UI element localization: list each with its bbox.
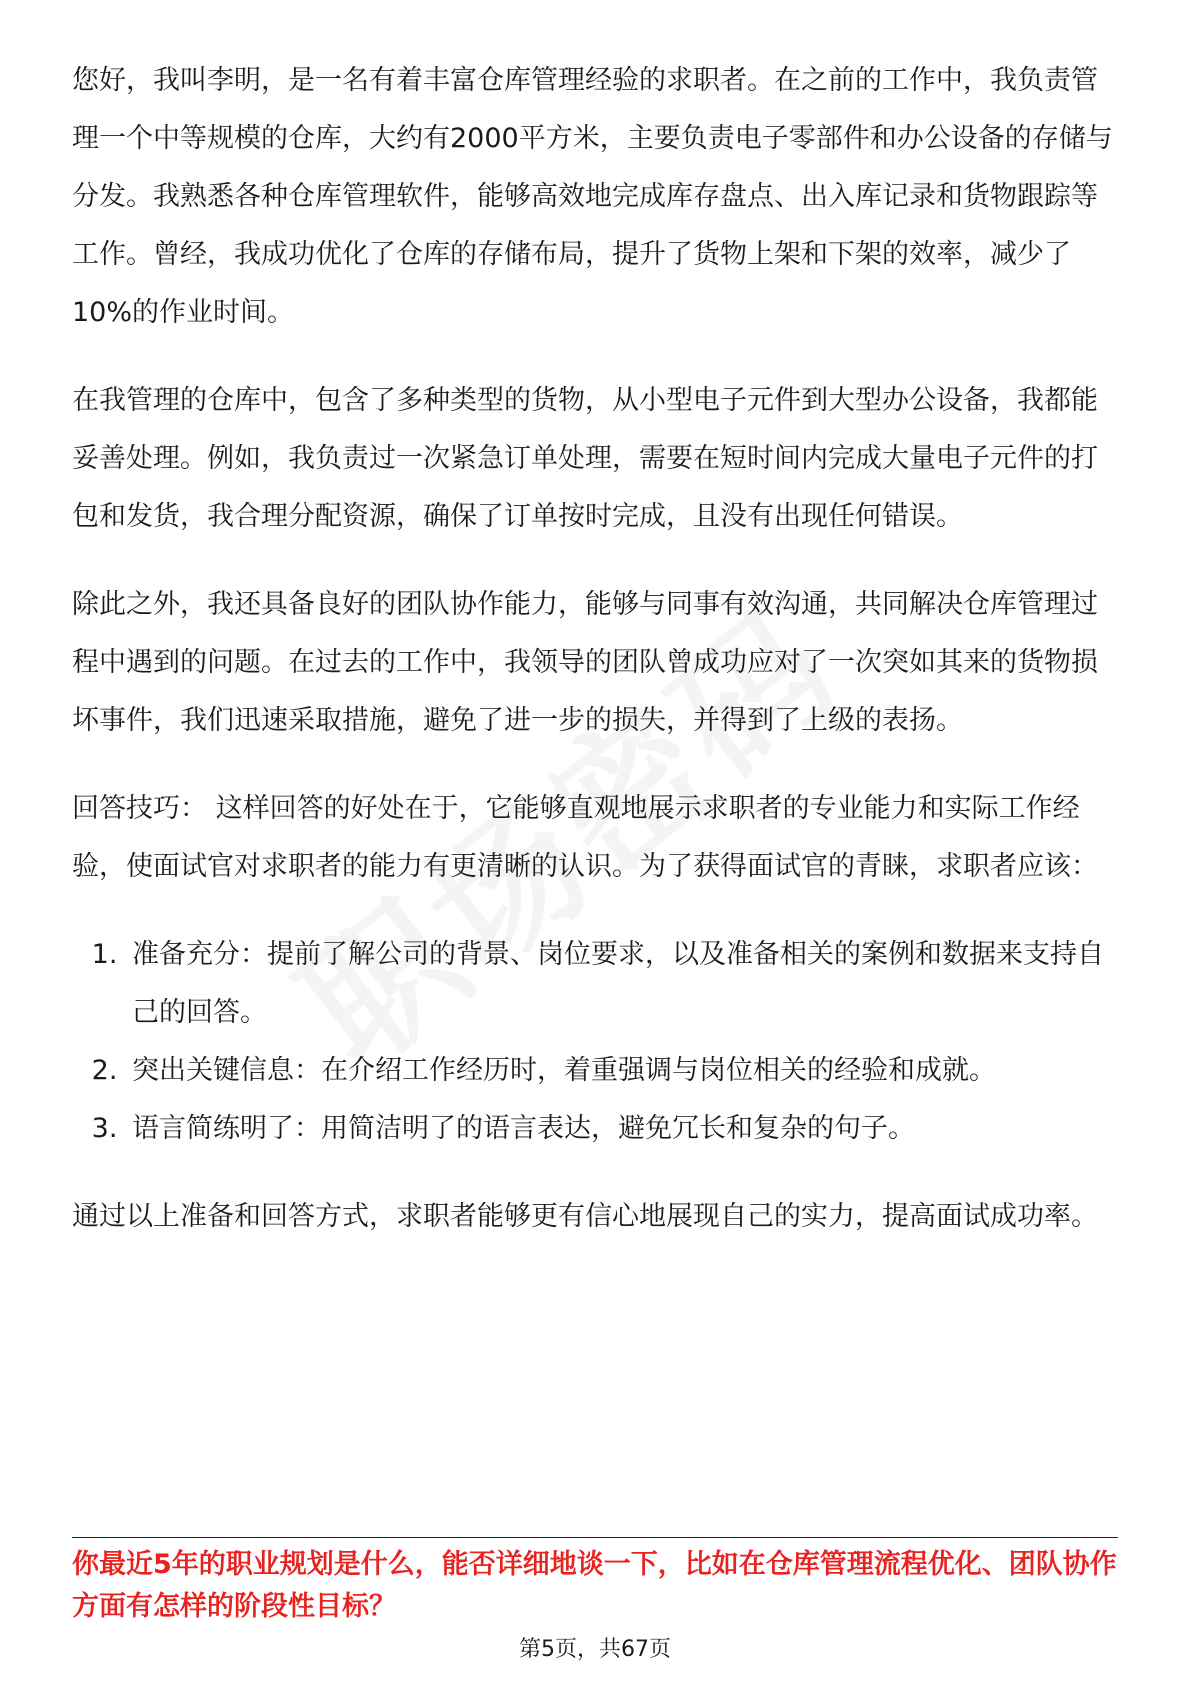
answer-tips-intro: 回答技巧： 这样回答的好处在于，它能够直观地展示求职者的专业能力和实际工作经验，使面试官对求职者的能力有更清晰的认识。为了获得面试官的青睐，求职者应该：: [72, 793, 1098, 882]
tips-list: [72, 926, 1118, 1158]
answer-body: [72, 52, 1118, 1276]
conclusion-paragraph: 通过以上准备和回答方式，求职者能够更有信心地展现自己的实力，提高面试成功率。: [72, 1201, 1098, 1232]
tips-list-item: 2. 突出关键信息：在介绍工作经历时，着重强调与岗位相关的经验和成就。: [126, 1042, 1118, 1100]
page-number: 第5页，共67页: [519, 1637, 671, 1662]
tips-list-item: 3. 语言简练明了：用简洁明了的语言表达，避免冗长和复杂的句子。: [126, 1100, 1118, 1158]
answer-paragraph-1: 您好，我叫李明，是一名有着丰富仓库管理经验的求职者。在之前的工作中，我负责管理一个中等规模的仓库，大约有2000平方米，主要负责电子零部件和办公设备的存储与分发。我熟悉各种仓库管理软件，能够高效地完成库存盘点、出入库记录和货物跟踪等工作。曾经，我成功优化了仓库的存储布局，提升了货物上架和下架的效率，减少了10%的作业时间。: [72, 65, 1113, 328]
answer-paragraph-2: 在我管理的仓库中，包含了多种类型的货物，从小型电子元件到大型办公设备，我都能妥善处理。例如，我负责过一次紧急订单处理，需要在短时间内完成大量电子元件的打包和发货，我合理分配资源，确保了订单按时完成，且没有出现任何错误。: [72, 385, 1098, 532]
tips-list-item: 1. 准备充分：提前了解公司的背景、岗位要求，以及准备相关的案例和数据来支持自己的回答。: [126, 926, 1118, 1042]
section-divider: [72, 1537, 1118, 1538]
answer-paragraph-3: 除此之外，我还具备良好的团队协作能力，能够与同事有效沟通，共同解决仓库管理过程中遇到的问题。在过去的工作中，我领导的团队曾成功应对了一次突如其来的货物损坏事件，我们迅速采取措施，避免了进一步的损失，并得到了上级的表扬。: [72, 589, 1098, 736]
next-question-heading: 你最近5年的职业规划是什么，能否详细地谈一下，比如在仓库管理流程优化、团队协作方面有怎样的阶段性目标？: [72, 1549, 1117, 1622]
